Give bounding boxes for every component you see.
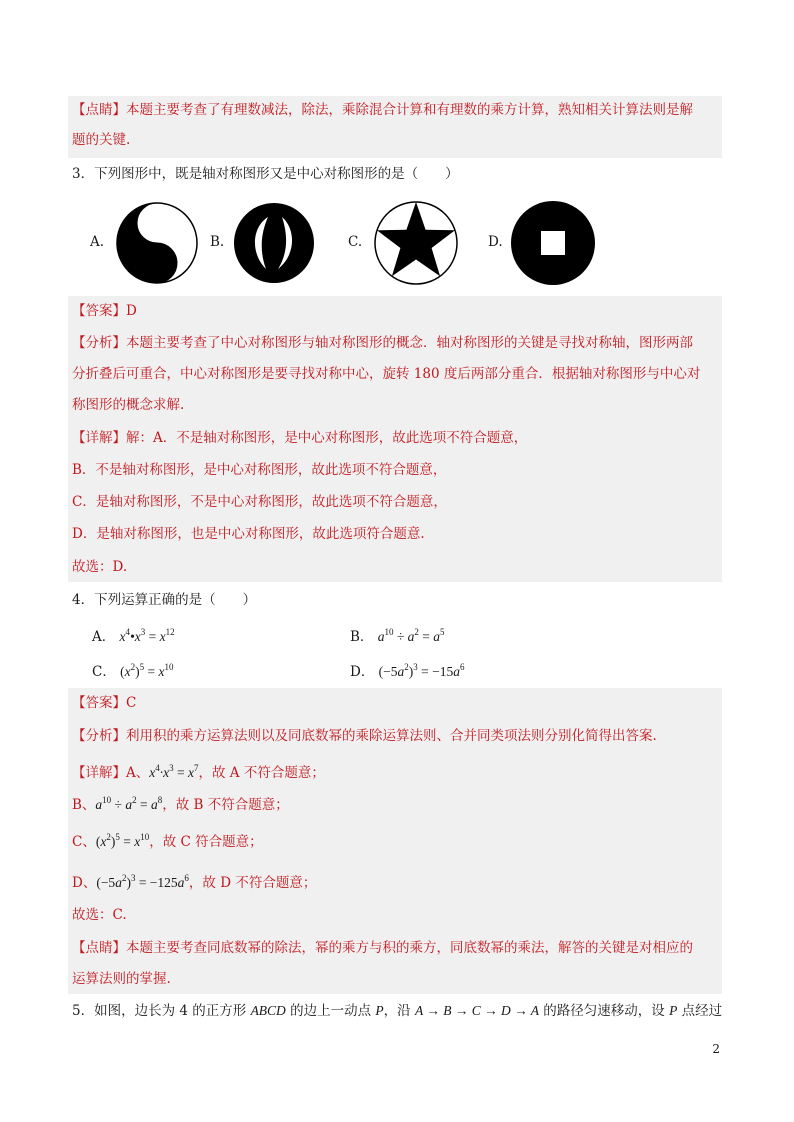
note-prev-line2: 题的关键.	[72, 132, 131, 148]
q4-option-d	[350, 657, 600, 682]
q5-stem-a: 5．如图，边长为 4 的正方形	[72, 1003, 251, 1019]
q3-answer: 【答案】D	[72, 303, 137, 319]
square-hole-circle-figure	[510, 200, 596, 286]
q4-detail-a	[72, 758, 722, 783]
q4-stem: 4．下列运算正确的是（ ）	[72, 592, 257, 608]
q3-detail-c: C．是轴对称图形，不是中心对称图形，故此选项不符合题意，	[72, 494, 447, 510]
q4-option-a-label: A．	[92, 629, 116, 645]
q4-detail-c-prefix: C、	[72, 834, 96, 850]
q4-detail-c-tail: ，故 C 符合题意；	[149, 834, 263, 850]
q4-detail-a-tail: ，故 A 不符合题意；	[198, 765, 325, 781]
q4-option-d-label: D．	[350, 664, 375, 680]
q5-point-p: P	[375, 1003, 384, 1018]
q4-note-1: 【点睛】本题主要考查同底数幂的除法，幂的乘方与积的乘方，同底数幂的乘法，解答的关键是对相应的	[72, 940, 693, 956]
q4-option-a-expr: $x^4•x^3 = x^{12}$	[119, 627, 175, 644]
q4-option-c	[92, 657, 342, 682]
q5-square-name: ABCD	[250, 1003, 286, 1018]
q3-detail-a: 【详解】解：A．不是轴对称图形，是中心对称图形，故此选项不符合题意，	[72, 430, 528, 446]
q3-option-a-label: A.	[90, 234, 105, 250]
q4-detail-c-expr: $(x^2)^5 = x^{10}$	[95, 832, 150, 849]
q4-option-a	[92, 622, 342, 647]
crescent-circle-figure	[232, 201, 316, 285]
note-prev-line1: 【点睛】本题主要考查了有理数减法，除法，乘除混合计算和有理数的乘方计算，熟知相关计算法则是解	[72, 102, 693, 118]
q5-stem-e: 点经过	[677, 1003, 723, 1019]
q4-detail-b-tail: ，故 B 不符合题意；	[162, 797, 289, 813]
q5-path: A → B → C → D → A	[414, 1003, 539, 1018]
q4-conclusion: 故选：C.	[72, 907, 127, 923]
q3-analysis-2: 分折叠后可重合，中心对称图形是要寻找对称中心，旋转 180 度后两部分重合．根据轴对称图形与中心对	[72, 366, 701, 382]
q4-detail-d	[72, 868, 722, 893]
q4-analysis: 【分析】利用积的乘方运算法则以及同底数幂的乘除运算法则、合并同类项法则分别化简得出答案.	[72, 728, 657, 744]
q4-detail-a-expr: $x^4\cdot x^3 = x^7$	[149, 763, 199, 780]
q3-conclusion: 故选：D.	[72, 559, 128, 575]
q4-detail-b-prefix: B、	[72, 797, 96, 813]
q5-stem-c: ，沿	[383, 1003, 415, 1019]
star-circle-figure	[372, 199, 460, 287]
q4-option-b-label: B．	[350, 629, 374, 645]
q4-option-d-expr: $(-5a^2)^3 = -15a^6$	[378, 662, 465, 679]
q4-detail-d-tail: ，故 D 不符合题意；	[188, 875, 317, 891]
q3-option-b-label: B.	[210, 234, 225, 250]
q4-option-b	[350, 622, 600, 647]
q3-analysis-1: 【分析】本题主要考查了中心对称图形与轴对称图形的概念．轴对称图形的关键是寻找对称轴，图形两部	[72, 335, 693, 351]
q3-option-d-label: D.	[488, 234, 503, 250]
yin-yang-figure	[115, 201, 199, 285]
q4-detail-d-expr: $(-5a^2)^3 = -125a^6$	[96, 873, 189, 890]
q4-detail-b	[72, 790, 722, 815]
q3-detail-b: B．不是轴对称图形，是中心对称图形，故此选项不符合题意，	[72, 462, 447, 478]
q5-stem	[72, 1001, 722, 1021]
q5-point-p2: P	[669, 1003, 678, 1018]
q4-option-b-expr: $a^{10} \div a^2 = a^5$	[377, 627, 445, 644]
q4-note-2: 运算法则的掌握.	[72, 971, 171, 987]
q3-detail-d: D．是轴对称图形，也是中心对称图形，故此选项符合题意.	[72, 526, 425, 542]
q3-stem: 3．下列图形中，既是轴对称图形又是中心对称图形的是（ ）	[72, 166, 459, 182]
q5-stem-b: 的边上一动点	[285, 1003, 376, 1019]
q4-detail-b-expr: $a^{10} \div a^2 = a^8$	[95, 795, 163, 812]
q4-detail-a-prefix: 【详解】A、	[72, 765, 150, 781]
page-number: 2	[712, 1042, 720, 1056]
q4-option-c-expr: $(x^2)^5 = x^{10}$	[120, 662, 174, 679]
q4-detail-d-prefix: D、	[72, 875, 97, 891]
q4-option-c-label: C．	[92, 664, 116, 680]
q4-answer: 【答案】C	[72, 695, 137, 711]
q3-option-c-label: C.	[348, 234, 363, 250]
q3-analysis-3: 称图形的概念求解.	[72, 397, 185, 413]
q4-detail-c	[72, 827, 722, 852]
q5-stem-d: 的路径匀速移动，设	[538, 1003, 670, 1019]
